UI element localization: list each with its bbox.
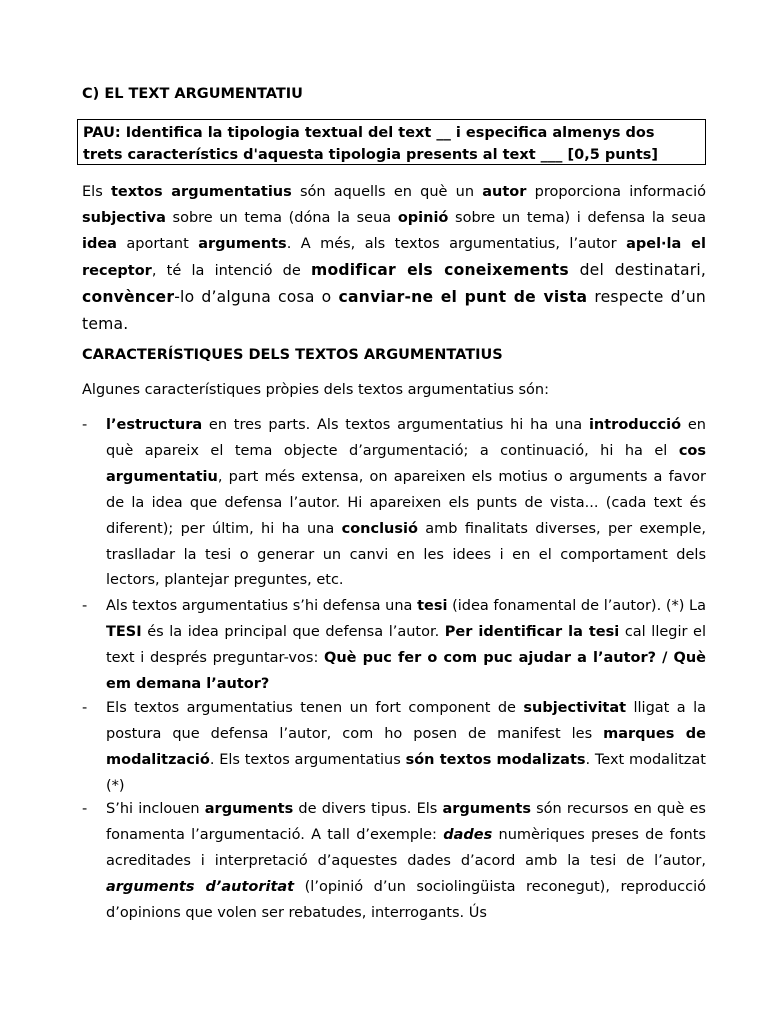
characteristics-heading: CARACTERÍSTIQUES DELS TEXTOS ARGUMENTATIUS [82, 347, 503, 363]
section-heading: C) EL TEXT ARGUMENTATIU [82, 86, 303, 102]
list-item: - Els textos argumentatius tenen un fort component de subjectivitat lligat a la postura que defensa l’autor, com ho posen de manifest les marques de modalització. Els textos argumentatius són textos modalizats. Text modalitzat (*) [82, 696, 706, 800]
bullet-dash: - [82, 417, 88, 433]
list-item: - l’estructura en tres parts. Als textos argumentatius hi ha una introducció en què apareix el tema objecte d’argumentació; a continuació, hi ha el cos argumentatiu, part més extensa, on apareixen els motius o arguments a favor de la idea que defensa l’autor. Hi apareixen els punts de vista... (cada text és diferent); per últim, hi ha una conclusió amb finalitats diverses, per exemple, traslladar la tesi o generar un canvi en les idees i en el comportament dels lectors, plantejar preguntes, etc. [82, 413, 706, 594]
pau-question-box [77, 119, 706, 165]
pau-question-line: trets característics d'aquesta tipologia presents al text ___ [0,5 punts] [83, 147, 659, 163]
list-item: - Als textos argumentatius s’hi defensa una tesi (idea fonamental de l’autor). (*) La TESI és la idea principal que defensa l’autor. Per identificar la tesi cal llegir el text i després preguntar-vos: Què puc fer o com puc ajudar a l’autor? / Què em demana l’autor? [82, 594, 706, 698]
intro-paragraph: Els textos argumentatius són aquells en què un autor proporciona informació subjectiva sobre un tema (dóna la seua opinió sobre un tema) i defensa la seua idea aportant arguments. A més, als textos argumentatius, l’autor apel·la el receptor, té la intenció de modificar els coneixements del destinatari, convèncer-lo d’alguna cosa o canviar-ne el punt de vista respecte d’un tema. [82, 184, 707, 333]
list-item: - S’hi inclouen arguments de divers tipus. Els arguments són recursos en què es fonamenta l’argumentació. A tall d’exemple: dades numèriques preses de fonts acreditades i interpretació d’aquestes dades d’acord amb la tesi de l’autor, arguments d’autoritat (l’opinió d’un sociolingüista reconegut), reproducció d’opinions que volen ser rebatudes, interrogants. Ús [82, 797, 706, 927]
characteristics-lead: Algunes característiques pròpies dels textos argumentatius són: [82, 382, 550, 398]
bullet-dash: - [82, 700, 88, 716]
bullet-dash: - [82, 801, 88, 817]
pau-question-line: PAU: Identifica la tipologia textual del text __ i especifica almenys dos [83, 125, 655, 141]
bullet-dash: - [82, 598, 88, 614]
